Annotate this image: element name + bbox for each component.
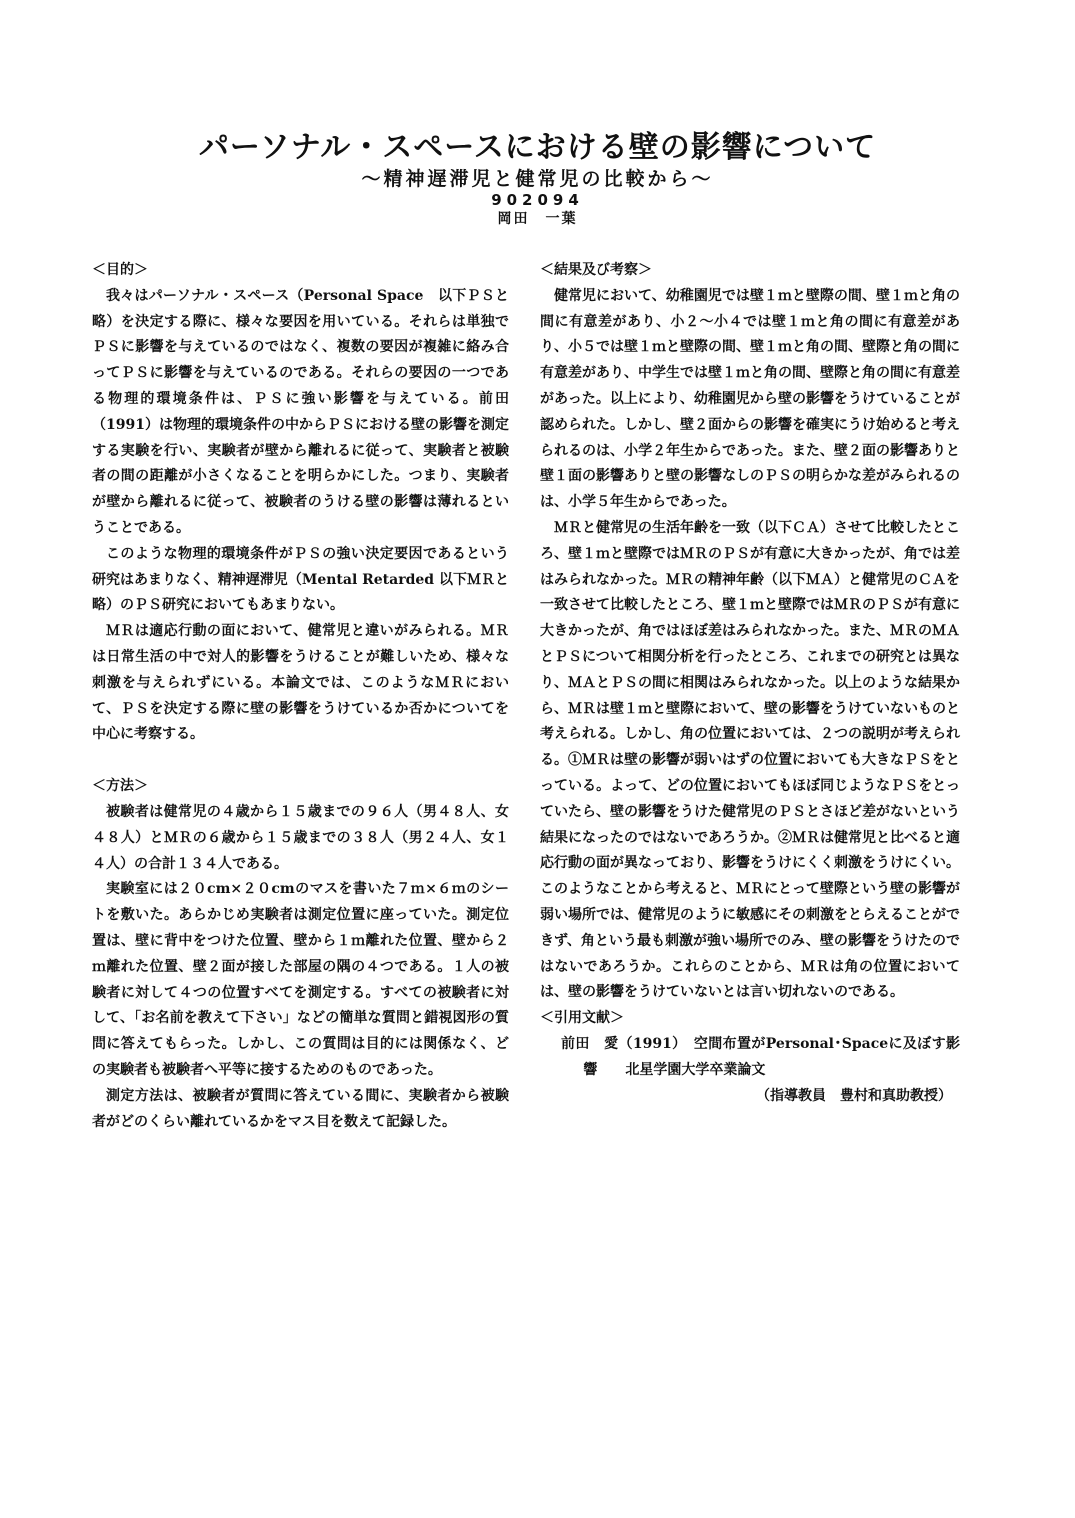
method-paragraph: 実験室には２０cm×２０cmのマスを書いた７ｍ×６ｍのシートを敷いた。あらかじめ実験者は測定位置に座っていた。測定位置は、壁に背中をつけた位置、壁から１ｍ離れた位置、壁から２ｍ離れた位置、壁２面が接した部屋の隅の４つである。１人の被験者に対して４つの位置すべてを測定する。すべての被験者に対して、「お名前を教えて下さい」などの簡単な質問と錯視図形の質問に答えてもらった。しかし、この質問は目的には関係なく、どの実験者も被験者へ平等に接するためのものであった。 — [92, 881, 509, 1078]
reference-item: 前田 愛（1991） 空間布置がPersonal･Spaceに及ぼす影響 北星学園大学卒業論文 — [561, 1035, 960, 1078]
purpose-paragraph: ＭＲは適応行動の面において、健常児と違いがみられる。ＭＲは日常生活の中で対人的影響をうけることが難しいため、様々な刺激を与えられずにいる。本論文では、このようなＭＲにおいて、ＰＳを決定する際に壁の影響をうけているか否かについてを中心に考察する。 — [92, 623, 509, 743]
method-paragraph: 被験者は健常児の４歳から１５歳までの９６人（男４８人、女４８人）とＭＲの６歳から１５歳までの３８人（男２４人、女１４人）の合計１３４人である。 — [92, 803, 509, 872]
author-name: 岡田 一葉 — [497, 211, 578, 227]
section-heading-results: ＜結果及び考察＞ — [540, 262, 652, 278]
purpose-paragraph: 我々はパーソナル・スペース（Personal Space 以下ＰＳと略）を決定する際に、様々な要因を用いている。それらは単独でＰＳに影響を与えているのではなく、複数の要因が複雑に絡み合ってＰＳに影響を与えているのである。それらの要因の一つである物理的環境条件は、ＰＳに強い影響を与えている。前田（1991）は物理的環境条件の中からＰＳにおける壁の影響を測定する実験を行い、実験者が壁から離れるに従って、実験者と被験者の間の距離が小さくなることを明らかにした。つまり、実験者が壁から離れるに従って、被験者のうける壁の影響は薄れるということである。 — [92, 287, 509, 536]
paper-header — [0, 128, 1075, 228]
right-column — [540, 258, 960, 1109]
section-heading-references: ＜引用文献＞ — [540, 1010, 624, 1027]
paper-subtitle: 〜精神遅滞児と健常児の比較から〜 — [361, 168, 714, 190]
purpose-paragraph: このような物理的環境条件がＰＳの強い決定要因であるという研究はあまりなく、精神遅滞児（Mental Retarded 以下ＭＲと略）のＰＳ研究においてもあまりない。 — [92, 545, 509, 614]
results-paragraph: 健常児において、幼稚園児では壁１ｍと壁際の間、壁１ｍと角の間に有意差があり、小２〜小４では壁１ｍと角の間に有意差があり、小５では壁１ｍと壁際の間、壁１ｍと角の間、壁際と角の間に有意差があり、中学生では壁１ｍと角の間、壁際と角の間に有意差があった。以上により、幼稚園児から壁の影響をうけていることが認められた。しかし、壁２面からの影響を確実にうけ始めると考えられるのは、小学２年生からであった。また、壁２面の影響ありと壁１面の影響ありと壁の影響なしのＰＳの明らかな差がみられるのは、小学５年生からであった。 — [540, 287, 960, 511]
method-paragraph: 測定方法は、被験者が質問に答えている間に、実験者から被験者がどのくらい離れているかをマス目を数えて記録した。 — [92, 1087, 509, 1130]
section-heading-purpose: ＜目的＞ — [92, 262, 148, 278]
student-id: 902094 — [491, 191, 584, 209]
results-paragraph: ＭＲと健常児の生活年齢を一致（以下ＣＡ）させて比較したところ、壁１ｍと壁際ではＭＲのＰＳが有意に大きかったが、角では差はみられなかった。ＭＲの精神年齢（以下ＭＡ）と健常児のＣＡを一致させて比較したところ、壁１ｍと壁際ではＭＲのＰＳが有意に大きかったが、角ではほぼ差はみられなかった。また、ＭＲのＭＡとＰＳについて相関分析を行ったところ、これまでの研究とは異なり、ＭＡとＰＳの間に相関はみられなかった。以上のような結果から、ＭＲは壁１ｍと壁際において、壁の影響をうけていないものと考えられる。しかし、角の位置においては、２つの説明が考えられる。①ＭＲは壁の影響が弱いはずの位置においても大きなＰＳをとっている。よって、どの位置においてもほぼ同じようなＰＳをとっていたら、壁の影響をうけた健常児のＰＳとさほど差がないという結果になったのではないであろうか。②ＭＲは健常児と比べると適応行動の面が異なっており、影響をうけにくく刺激をうけにくい。このようなことから考えると、ＭＲにとって壁際という壁の影響が弱い場所では、健常児のように敏感にその刺激をとらえることができず、角という最も刺激が強い場所でのみ、壁の影響をうけたのではないであろうか。これらのことから、ＭＲは角の位置においては、壁の影響をうけていないとは言い切れないのである。 — [540, 519, 960, 1001]
section-heading-method: ＜方法＞ — [92, 778, 148, 795]
section-gap — [92, 748, 509, 774]
advisor-note: （指導教員 豊村和真助教授） — [756, 1087, 952, 1104]
left-column — [92, 258, 509, 1135]
paper-title: パーソナル・スペースにおける壁の影響について — [198, 130, 877, 165]
